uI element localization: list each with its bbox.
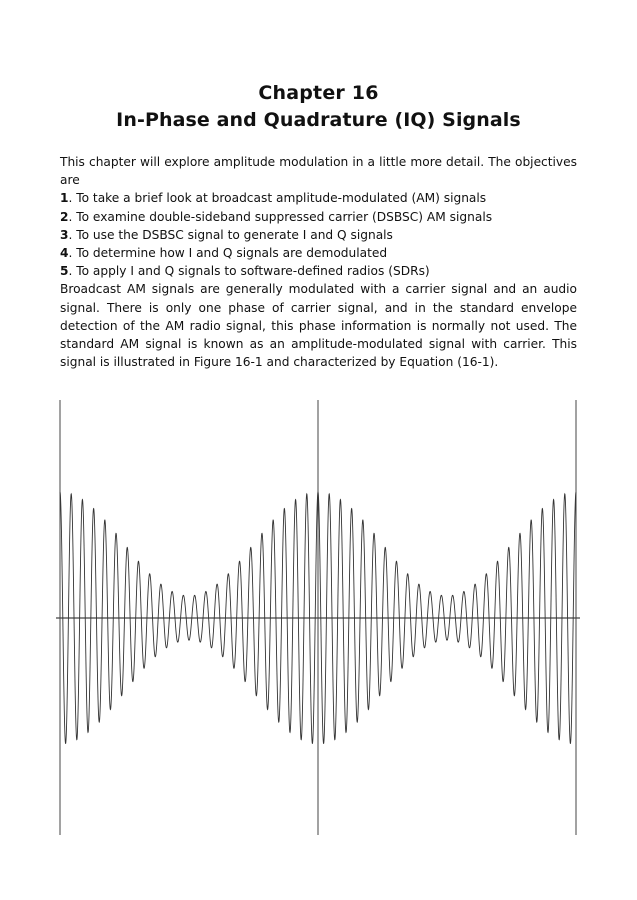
objective-number: 3 bbox=[60, 227, 69, 242]
objective-item bbox=[60, 244, 577, 262]
objective-text: . To apply I and Q signals to software-defined radios (SDRs) bbox=[68, 264, 430, 279]
chapter-title: In-Phase and Quadrature (IQ) Signals bbox=[116, 109, 521, 131]
objective-item bbox=[60, 226, 577, 244]
objective-number: 2 bbox=[60, 209, 69, 224]
objective-text: . To use the DSBSC signal to generate I and Q signals bbox=[68, 227, 393, 242]
chapter-number: Chapter 16 bbox=[258, 82, 379, 104]
objective-text: . To take a brief look at broadcast amplitude-modulated (AM) signals bbox=[68, 191, 487, 206]
objectives-list bbox=[60, 189, 577, 280]
figure-16-1-am-signal bbox=[56, 400, 580, 835]
intro-paragraph: This chapter will explore amplitude modulation in a little more detail. The objectives are bbox=[60, 155, 577, 188]
chapter-body bbox=[60, 153, 577, 371]
objective-item bbox=[60, 189, 577, 207]
objective-item bbox=[60, 208, 577, 226]
objective-item bbox=[60, 262, 577, 280]
objective-text: . To determine how I and Q signals are demodulated bbox=[68, 246, 388, 261]
objective-number: 1 bbox=[60, 191, 69, 206]
chapter-heading bbox=[0, 80, 637, 134]
body-paragraph: Broadcast AM signals are generally modulated with a carrier signal and an audio signal. There is only one phase of carrier signal, and in the standard envelope detection of the AM radio signal, this phase information is normally not used. The standard AM signal is known as an amplitude-modulated signal with carrier. This signal is illustrated in Figure 16-1 and characterized by Equation (16-1). bbox=[60, 282, 577, 370]
am-waveform-plot bbox=[56, 400, 580, 835]
objective-number: 5 bbox=[60, 264, 69, 279]
objective-number: 4 bbox=[60, 246, 69, 261]
objective-text: . To examine double-sideband suppressed carrier (DSBSC) AM signals bbox=[68, 209, 493, 224]
